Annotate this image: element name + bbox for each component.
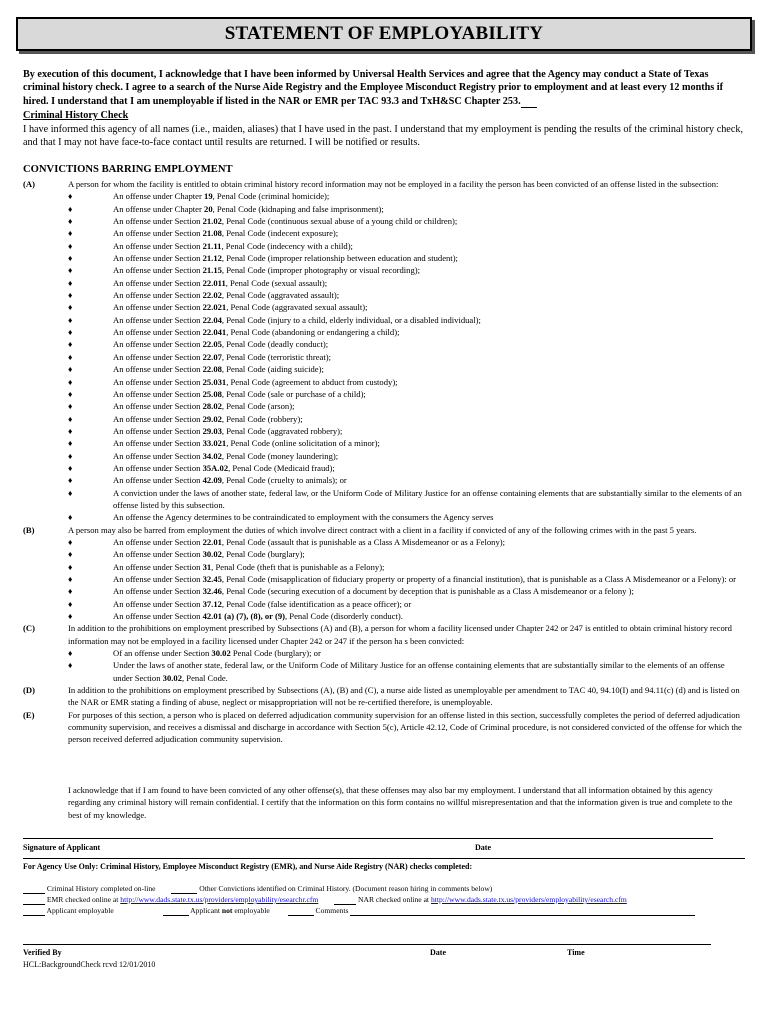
intro-text: By execution of this document, I acknowledge that I have been informed by Universal Health Services and agree that the Agency may conduct a State of Texas criminal history check. I agree to a search of the Nurse Aide Registry and the Employee Misconduct Registry prior to employment and at least every 12 months if hired. I understand that I am unemployable if listed in the NAR or EMR per TAC 93.3 and TxH&SC Chapter 253.: [23, 69, 724, 107]
section-c: [23, 622, 745, 647]
item-post: , Penal Code (deadly conduct);: [221, 339, 329, 350]
section-e: [23, 709, 745, 746]
list-item-text: [113, 338, 745, 350]
item-pre: An offense under Section: [113, 549, 203, 560]
item-post: , Penal Code (aggravated sexual assault);: [226, 302, 368, 313]
item-section-number: 42.01 (a) (7), (8), or (9): [202, 611, 285, 622]
other-convictions-label: Other Convictions identified on Criminal History. (Document reason hiring in comments below): [199, 884, 493, 893]
list-item-text: [113, 215, 745, 227]
list-item: [23, 450, 745, 462]
list-item-text: [113, 425, 745, 437]
diamond-bullet-icon: ♦: [68, 253, 73, 264]
section-label: (D): [23, 685, 35, 696]
list-item-text: [113, 289, 745, 301]
diamond-bullet-icon: ♦: [68, 364, 73, 375]
item-section-number: 29.02: [202, 413, 222, 424]
item-pre: An offense under Chapter: [113, 203, 205, 214]
list-item-text: [113, 413, 745, 425]
item-pre: An offense under Section: [113, 265, 203, 276]
list-item: [23, 351, 745, 363]
diamond-bullet-icon: ♦: [68, 376, 73, 387]
item-post: , Penal Code (misapplication of fiduciary property or property of a financial institution), that is punishable as a Class A Misdemeanor or a Felony): or: [221, 574, 736, 584]
list-item: [23, 190, 745, 202]
item-pre: An offense under Section: [113, 413, 203, 424]
signature-date-label: Date: [475, 843, 491, 852]
item-section-number: 33.021: [202, 438, 227, 449]
list-item-text: [113, 326, 745, 338]
section-label: (C): [23, 623, 35, 634]
agency-heading: For Agency Use Only: Criminal History, Employee Misconduct Registry (EMR), and Nurse Aide Registry (NAR) checks completed:: [23, 862, 473, 871]
item-section-number: 20: [204, 203, 213, 214]
diamond-bullet-icon: ♦: [68, 191, 73, 202]
list-item-text: [113, 536, 745, 548]
emr-checkbox-line[interactable]: [23, 896, 45, 905]
title-box: [16, 17, 752, 51]
list-item: [23, 289, 745, 301]
item-section-number: 37.12: [202, 598, 222, 609]
page-title: STATEMENT OF EMPLOYABILITY: [224, 23, 544, 44]
item-section-number: 19: [204, 191, 213, 202]
diamond-bullet-icon: ♦: [68, 314, 73, 325]
item-post: , Penal Code (improper relationship between education and student);: [221, 253, 458, 264]
item-post: , Penal Code (continuous sexual abuse of a young child or children);: [221, 216, 458, 227]
diamond-bullet-icon: ♦: [68, 549, 73, 560]
intro-rule: [521, 107, 537, 108]
item-section-number: 25.031: [202, 376, 227, 387]
diamond-bullet-icon: ♦: [68, 351, 73, 362]
list-item: [23, 425, 745, 437]
item-pre: An offense under Section: [113, 401, 203, 412]
item-pre: An offense under Section: [113, 277, 203, 288]
list-item-text: [113, 573, 745, 585]
item-pre: An offense under Section: [113, 598, 203, 609]
diamond-bullet-icon: ♦: [68, 265, 73, 276]
diamond-bullet-icon: ♦: [68, 302, 73, 313]
list-item-text: [113, 227, 745, 239]
item-post: , Penal Code (indecent exposure);: [221, 228, 339, 239]
convictions-heading: CONVICTIONS BARRING EMPLOYMENT: [23, 164, 233, 175]
list-item: [23, 647, 745, 659]
diamond-bullet-icon: ♦: [68, 598, 73, 609]
item-post: , Penal Code (online solicitation of a minor);: [226, 438, 380, 449]
item-section-number: 21.11: [202, 240, 222, 251]
item-section-number: 22.07: [202, 351, 222, 362]
item-pre: An offense under Section: [113, 425, 203, 436]
agency-divider: [23, 858, 745, 859]
section-text: A person may also be barred from employment the duties of which involve direct contract with a client in a facility if convicted of any of the following crimes with in the past 5 years.: [68, 524, 697, 535]
list-item: [23, 376, 745, 388]
list-item: [23, 314, 745, 326]
list-item: [23, 548, 745, 560]
list-item: [23, 573, 745, 585]
list-item: [23, 203, 745, 215]
item-pre: An offense under Section: [113, 376, 203, 387]
item-pre: An offense under Section: [113, 339, 203, 350]
nar-link[interactable]: http://www.dads.state.tx.us/providers/employability/esearch.cfm: [430, 895, 627, 904]
item-pre: An offense under Section: [113, 450, 203, 461]
not-employable-post: employable: [232, 906, 270, 915]
comments-line[interactable]: [350, 907, 695, 916]
verified-line[interactable]: [23, 944, 711, 945]
item-post: , Penal Code (burglary);: [221, 549, 305, 560]
item-pre: An offense under Section: [113, 327, 203, 338]
item-section-number: 29.03: [202, 425, 222, 436]
list-item: [23, 240, 745, 252]
list-item-text: [113, 400, 745, 412]
item-post: , Penal Code (criminal homicide);: [212, 191, 330, 202]
diamond-bullet-icon: ♦: [68, 586, 73, 597]
not-employable-label: [190, 906, 270, 915]
list-item: [23, 585, 745, 597]
item-pre: An offense under Section: [113, 216, 203, 227]
list-item-text: [113, 240, 745, 252]
item-post: , Penal Code (injury to a child, elderly individual, or a disabled individual);: [221, 314, 481, 325]
item-post: , Penal Code (abandoning or endangering a child);: [226, 327, 400, 338]
diamond-bullet-icon: ♦: [68, 401, 73, 412]
section-label: (E): [23, 709, 35, 720]
list-item-text: [113, 190, 745, 202]
nar-label: NAR checked online at: [357, 895, 431, 904]
item-section-number: 22.041: [202, 327, 227, 338]
comments-checkbox-line[interactable]: [288, 907, 314, 916]
acknowledgement-text: I acknowledge that if I am found to have been convicted of any other offense(s), that these offenses may also bar my employment. I understand that all information obtained by this agency regarding any criminal history will remain confidential. I certify that the information on this form contains no willful misrepresentation and that the information given is true and complete to the best of my knowledge.: [68, 785, 733, 820]
list-item-text: [113, 203, 745, 215]
item-section-number: 42.09: [202, 475, 222, 486]
item-pre: An offense under Section: [113, 240, 203, 251]
list-item-text: [113, 363, 745, 375]
list-item: [23, 561, 745, 573]
item-pre: An offense under Section: [113, 314, 203, 325]
list-item-text: [113, 598, 745, 610]
diamond-bullet-icon: ♦: [68, 203, 73, 214]
item-pre: An offense under Section: [113, 574, 203, 584]
list-item-text: [113, 462, 745, 474]
diamond-bullet-icon: ♦: [68, 561, 73, 572]
list-item-text: [113, 351, 745, 363]
nar-checkbox-line[interactable]: [334, 896, 356, 905]
check-row-3: [23, 906, 695, 916]
item-post: , Penal Code (disorderly conduct).: [285, 611, 403, 622]
diamond-bullet-icon: ♦: [68, 290, 73, 301]
comments-label: Comments: [315, 906, 349, 915]
section-text: In addition to the prohibitions on employment prescribed by Subsections (A) and (B), a person for whom a facility licensed under Chapter 242 or 247 is entitled to obtain criminal history record information may not be employed in a facility licensed under Chapter 242 or 247 if the person ha s been convicted:: [68, 623, 732, 646]
list-item: [23, 659, 745, 684]
diamond-bullet-icon: ♦: [68, 339, 73, 350]
item-pre: An offense under Section: [113, 388, 203, 399]
item-section-number: 30.02: [211, 648, 231, 659]
list-item-text: [113, 301, 745, 313]
item-pre: An offense under Section: [113, 462, 203, 473]
diamond-bullet-icon: ♦: [68, 660, 73, 671]
section-label: (A): [23, 179, 35, 189]
item-pre: An offense under Section: [113, 586, 203, 597]
diamond-bullet-icon: ♦: [68, 425, 73, 436]
item-post: , Penal Code (securing execution of a document by deception that is punishable as a Class A misdemeanor or a felony );: [221, 586, 634, 597]
item-post: , Penal Code (false identification as a peace officer); or: [221, 598, 412, 609]
list-item: [23, 338, 745, 350]
item-post: , Penal Code (aiding suicide);: [221, 364, 324, 375]
criminal-history-checkbox-line[interactable]: [23, 885, 45, 894]
diamond-bullet-icon: ♦: [68, 216, 73, 227]
item-post: , Penal Code (kidnaping and false imprisonment);: [212, 203, 384, 214]
list-item-text: [113, 450, 745, 462]
list-item: [23, 252, 745, 264]
list-item-text: [113, 585, 745, 597]
not-employable-checkbox-line[interactable]: [163, 907, 189, 916]
diamond-bullet-icon: ♦: [68, 438, 73, 449]
employable-checkbox-line[interactable]: [23, 907, 45, 916]
item-pre: Of an offense under Section: [113, 648, 212, 659]
list-item-text: [113, 474, 745, 486]
diamond-bullet-icon: ♦: [68, 327, 73, 338]
check-row-2: [23, 895, 627, 905]
item-pre: An offense under Section: [113, 302, 203, 313]
list-item-text: [113, 511, 745, 523]
list-item-text: [113, 376, 745, 388]
list-item: [23, 277, 745, 289]
item-section-number: 32.45: [202, 574, 222, 584]
item-section-number: 30.02: [162, 672, 182, 683]
diamond-bullet-icon: ♦: [68, 512, 73, 523]
signature-line[interactable]: [23, 838, 713, 839]
item-post: , Penal Code (assault that is punishable as a Class A Misdemeanor or as a Felony);: [221, 536, 505, 547]
item-post: , Penal Code.: [182, 672, 228, 683]
item-post: , Penal Code (theft that is punishable as a Felony);: [211, 561, 385, 572]
criminal-history-check-heading: Criminal History Check: [23, 110, 129, 121]
list-item: [23, 462, 745, 474]
item-post: , Penal Code (cruelty to animals); or: [221, 475, 347, 486]
list-item: [23, 413, 745, 425]
diamond-bullet-icon: ♦: [68, 240, 73, 251]
verified-time-label: Time: [567, 948, 585, 957]
diamond-bullet-icon: ♦: [68, 487, 73, 498]
list-item: [23, 437, 745, 449]
diamond-bullet-icon: ♦: [68, 574, 73, 584]
criminal-history-label: Criminal History completed on-line: [46, 884, 156, 893]
signature-label: Signature of Applicant: [23, 843, 101, 852]
item-post: , Penal Code (aggravated robbery);: [221, 425, 343, 436]
list-item-text: [113, 548, 745, 560]
item-section-number: 22.02: [202, 290, 222, 301]
list-item: [23, 363, 745, 375]
item-section-number: 21.15: [202, 265, 222, 276]
list-item: [23, 264, 745, 276]
list-item: [23, 215, 745, 227]
list-item: [23, 301, 745, 313]
item-section-number: 22.05: [202, 339, 222, 350]
list-item-text: [113, 487, 745, 512]
item-section-number: 22.01: [202, 536, 222, 547]
footer-code: HCL:BackgroundCheck rcvd 12/01/2010: [23, 960, 156, 969]
item-pre: An offense under Section: [113, 351, 203, 362]
not-employable-bold: not: [221, 906, 233, 915]
list-item: [23, 474, 745, 486]
item-pre: An offense under Chapter: [113, 191, 205, 202]
list-item: [23, 400, 745, 412]
item-post: , Penal Code (arson);: [221, 401, 295, 412]
emr-link[interactable]: http://www.dads.state.tx.us/providers/employability/esearchr.cfm: [120, 895, 319, 904]
verified-date-label: Date: [430, 948, 446, 957]
section-text: In addition to the prohibitions on employment prescribed by Subsections (A), (B) and (C), a nurse aide listed as unemployable per amendment to TAC 40, 94.10(I) and 94.11(c) (d) and is listed on the NAR or EMR stating a finding of abuse, neglect or misappropriation will not be re-certified therefore, is unemployable.: [68, 685, 740, 708]
list-item-text: [113, 388, 745, 400]
item-post: , Penal Code (Medicaid fraud);: [228, 462, 335, 473]
item-pre: An offense under Section: [113, 364, 203, 375]
item-pre: An offense under Section: [113, 290, 203, 301]
item-section-number: 32.46: [202, 586, 222, 597]
list-item-text: [113, 561, 745, 573]
list-item-text: [113, 264, 745, 276]
item-post: , Penal Code (improper photography or visual recording);: [221, 265, 421, 276]
section-text: A person for whom the facility is entitled to obtain criminal history record information may not be employed in a facility the person has been convicted of an offense listed in the subsection:: [68, 179, 719, 189]
list-item: [23, 536, 745, 548]
item-section-number: 21.02: [202, 216, 222, 227]
item-pre: An offense under Section: [113, 228, 203, 239]
list-item-text: [113, 610, 745, 622]
item-section-number: 22.021: [202, 302, 227, 313]
item-pre: Under the laws of another state, federal law, or the Uniform Code of Military Justice for an offense containing elements that are substantially similar to the elements of an offense under Section: [113, 660, 725, 683]
item-section-number: 21.08: [202, 228, 222, 239]
emr-label: EMR checked online at: [46, 895, 121, 904]
item-post: , Penal Code (money laundering);: [221, 450, 339, 461]
list-item-text: [113, 437, 745, 449]
list-item-text: [113, 252, 745, 264]
item-section-number: 34.02: [202, 450, 222, 461]
item-pre: An offense under Section: [113, 611, 203, 622]
list-item: [23, 511, 745, 523]
list-item: [23, 326, 745, 338]
item-section-number: 30.02: [202, 549, 222, 560]
item-post: , Penal Code (sexual assault);: [225, 277, 328, 288]
item-pre: An offense under Section: [113, 438, 203, 449]
item-pre: An offense under Section: [113, 253, 203, 264]
item-post: Penal Code (burglary); or: [230, 648, 321, 659]
list-item: [23, 610, 745, 622]
diamond-bullet-icon: ♦: [68, 462, 73, 473]
item-section-number: 35A.02: [202, 462, 229, 473]
acknowledgement: [23, 784, 745, 821]
diamond-bullet-icon: ♦: [68, 277, 73, 288]
item-pre: An offense under Section: [113, 561, 203, 572]
item-section-number: 31: [202, 561, 212, 572]
diamond-bullet-icon: ♦: [68, 475, 73, 486]
not-employable-pre: Applicant: [190, 906, 222, 915]
item-post: , Penal Code (aggravated assault);: [221, 290, 340, 301]
list-item-text: [113, 647, 745, 659]
check-row-1: [23, 884, 492, 894]
diamond-bullet-icon: ♦: [68, 413, 73, 424]
other-convictions-checkbox-line[interactable]: [171, 885, 197, 894]
convictions-list: [23, 178, 745, 746]
list-item: [23, 598, 745, 610]
item-pre: An offense under Section: [113, 536, 203, 547]
intro-paragraph: [23, 68, 743, 108]
diamond-bullet-icon: ♦: [68, 388, 73, 399]
section-d: [23, 684, 745, 709]
item-section-number: 22.08: [202, 364, 222, 375]
diamond-bullet-icon: ♦: [68, 228, 73, 239]
list-item: [23, 388, 745, 400]
section-a: [23, 178, 745, 190]
list-item: [23, 487, 745, 512]
list-item-text: [113, 659, 745, 684]
diamond-bullet-icon: ♦: [68, 648, 73, 659]
item-section-number: 22.011: [202, 277, 226, 288]
list-item-text: [113, 277, 745, 289]
item-post: , Penal Code (robbery);: [221, 413, 303, 424]
item-pre: An offense under Section: [113, 475, 203, 486]
item-pre: An offense the Agency determines to be contraindicated to employment with the consumers the Agency serves: [113, 512, 494, 523]
diamond-bullet-icon: ♦: [68, 536, 73, 547]
item-post: , Penal Code (agreement to abduct from custody);: [226, 376, 398, 387]
item-post: , Penal Code (sale or purchase of a child);: [221, 388, 366, 399]
item-section-number: 28.02: [202, 401, 222, 412]
section-b: [23, 524, 745, 536]
section-text: For purposes of this section, a person who is placed on deferred adjudication community supervision for an offense listed in this section, successfully completes the period of deferred adjudication community supervision, and receives a dismissal and discharge in accordance with Section 5(c), Article 42.12, Code of Criminal procedure, is not considered convicted of the offense for which the person received deferred adjudication community supervision.: [68, 709, 742, 745]
diamond-bullet-icon: ♦: [68, 611, 73, 622]
diamond-bullet-icon: ♦: [68, 450, 73, 461]
list-item: [23, 227, 745, 239]
employable-label: Applicant employable: [46, 906, 114, 915]
item-section-number: 22.04: [202, 314, 222, 325]
verified-by-label: Verified By: [23, 948, 62, 957]
item-pre: A conviction under the laws of another state, federal law, or the Uniform Code of Military Justice for an offense containing elements that are substantially similar to the elements of an offense listed by this subsection.: [113, 487, 742, 510]
item-post: , Penal Code (terroristic threat);: [221, 351, 331, 362]
item-section-number: 21.12: [202, 253, 222, 264]
item-post: , Penal Code (indecency with a child);: [221, 240, 353, 251]
item-section-number: 25.08: [202, 388, 222, 399]
list-item-text: [113, 314, 745, 326]
criminal-history-check-text: I have informed this agency of all names (i.e., maiden, aliases) that I have used in the past. I understand that my employment is pending the results of the criminal history check, and that I may not have face-to-face contact until results are returned. I will be notified or results.: [23, 124, 743, 149]
section-label: (B): [23, 524, 35, 535]
